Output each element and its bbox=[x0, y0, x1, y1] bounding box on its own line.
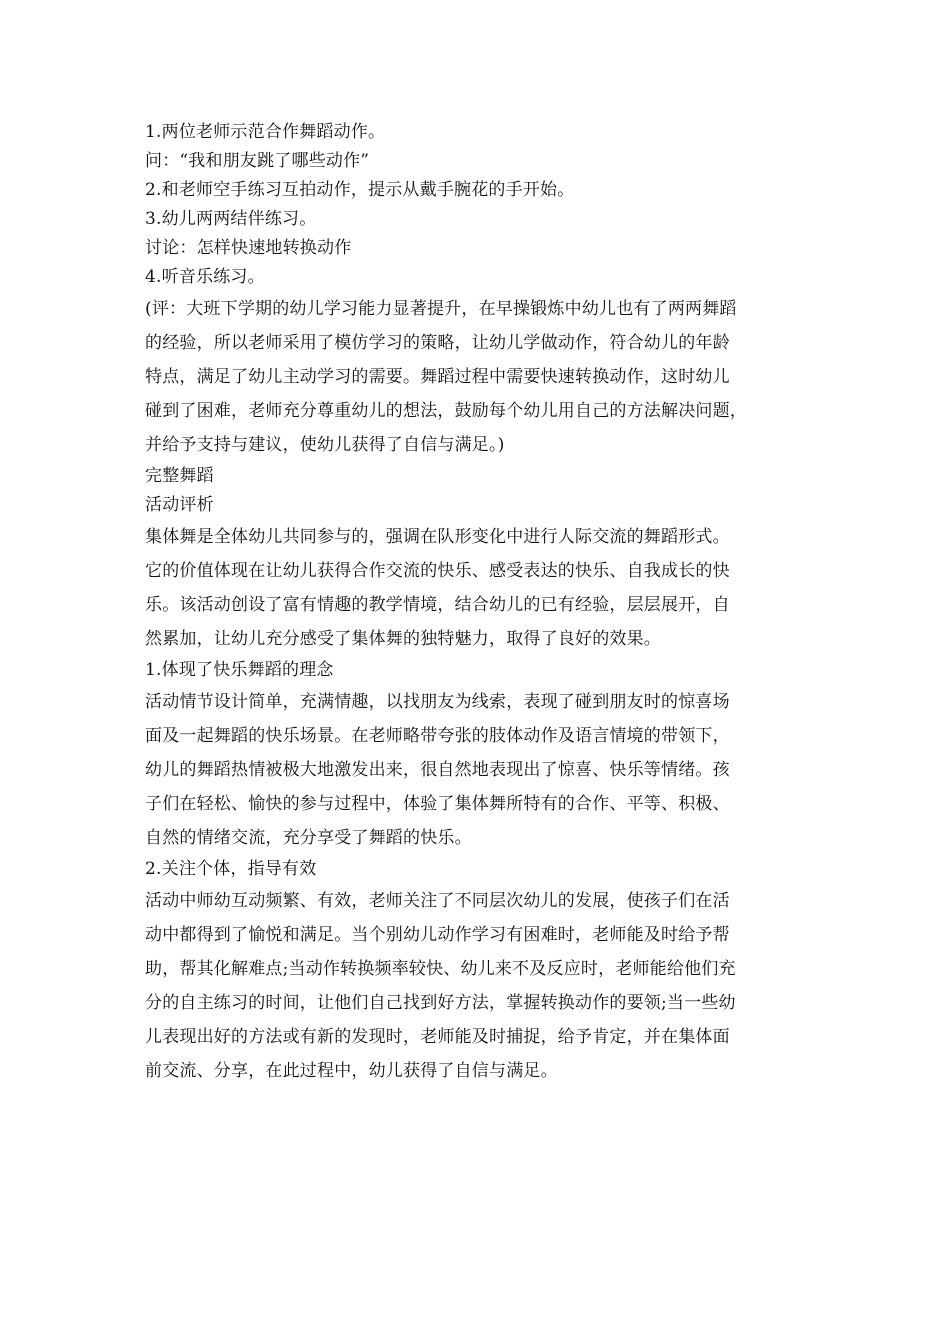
section-heading: 活动评析 bbox=[145, 495, 214, 515]
evaluation-paragraph bbox=[145, 520, 825, 656]
point-title: 2.关注个体，指导有效 bbox=[145, 859, 317, 879]
paragraph-line: 碰到了困难，老师充分尊重幼儿的想法，鼓励每个幼儿用自己的方法解决问题， bbox=[145, 401, 747, 421]
point2-paragraph bbox=[145, 884, 825, 1088]
paragraph-line: 活动情节设计简单，充满情趣，以找朋友为线索，表现了碰到朋友时的惊喜场 bbox=[145, 692, 730, 712]
paragraph-line: 自然的情绪交流，充分享受了舞蹈的快乐。 bbox=[145, 828, 472, 848]
paragraph-line: 子们在轻松、愉快的参与过程中，体验了集体舞所特有的合作、平等、积极、 bbox=[145, 794, 730, 814]
step-line: 1.两位老师示范合作舞蹈动作。 bbox=[145, 122, 386, 142]
paragraph-line: 特点，满足了幼儿主动学习的需要。舞蹈过程中需要快速转换动作，这时幼儿 bbox=[145, 367, 730, 387]
paragraph-line: 前交流、分享，在此过程中，幼儿获得了自信与满足。 bbox=[145, 1061, 558, 1081]
paragraph-line: 活动中师幼互动频繁、有效，老师关注了不同层次幼儿的发展，使孩子们在活 bbox=[145, 891, 730, 911]
section-heading: 完整舞蹈 bbox=[145, 466, 214, 486]
paragraph-line: 集体舞是全体幼儿共同参与的，强调在队形变化中进行人际交流的舞蹈形式。 bbox=[145, 527, 730, 547]
paragraph-line: 动中都得到了愉悦和满足。当个别幼儿动作学习有困难时，老师能及时给予帮 bbox=[145, 925, 730, 945]
paragraph-line: 然累加，让幼儿充分感受了集体舞的独特魅力，取得了良好的效果。 bbox=[145, 629, 661, 649]
paragraph-line: 助，帮其化解难点;当动作转换频率较快、幼儿来不及反应时，老师能给他们充 bbox=[145, 959, 736, 979]
paragraph-line: 的经验，所以老师采用了模仿学习的策略，让幼儿学做动作，符合幼儿的年龄 bbox=[145, 333, 730, 353]
document-body bbox=[145, 118, 825, 1088]
paragraph-line: 乐。该活动创设了富有情趣的教学情境，结合幼儿的已有经验，层层展开，自 bbox=[145, 595, 730, 615]
step-line: 3.幼儿两两结伴练习。 bbox=[145, 209, 317, 229]
paragraph-line: 幼儿的舞蹈热情被极大地激发出来，很自然地表现出了惊喜、快乐等情绪。孩 bbox=[145, 760, 730, 780]
point1-paragraph bbox=[145, 685, 825, 855]
discussion-line: 讨论：怎样快速地转换动作 bbox=[145, 238, 352, 258]
step-line: 4.听音乐练习。 bbox=[145, 267, 265, 287]
paragraph-line: 并给予支持与建议，使幼儿获得了自信与满足。) bbox=[145, 435, 505, 455]
paragraph-line: 儿表现出好的方法或有新的发现时，老师能及时捕捉，给予肯定，并在集体面 bbox=[145, 1027, 730, 1047]
paragraph-line: 分的自主练习的时间，让他们自己找到好方法，掌握转换动作的要领;当一些幼 bbox=[145, 993, 736, 1013]
comment-paragraph bbox=[145, 292, 825, 462]
paragraph-line: 面及一起舞蹈的快乐场景。在老师略带夸张的肢体动作及语言情境的带领下， bbox=[145, 726, 730, 746]
paragraph-line: (评：大班下学期的幼儿学习能力显著提升，在早操锻炼中幼儿也有了两两舞蹈 bbox=[145, 299, 737, 319]
paragraph-line: 它的价值体现在让幼儿获得合作交流的快乐、感受表达的快乐、自我成长的快 bbox=[145, 561, 730, 581]
question-line: 问：“我和朋友跳了哪些动作” bbox=[145, 151, 370, 171]
point-title: 1.体现了快乐舞蹈的理念 bbox=[145, 660, 334, 680]
steps-list bbox=[145, 118, 825, 292]
step-line: 2.和老师空手练习互拍动作，提示从戴手腕花的手开始。 bbox=[145, 180, 575, 200]
